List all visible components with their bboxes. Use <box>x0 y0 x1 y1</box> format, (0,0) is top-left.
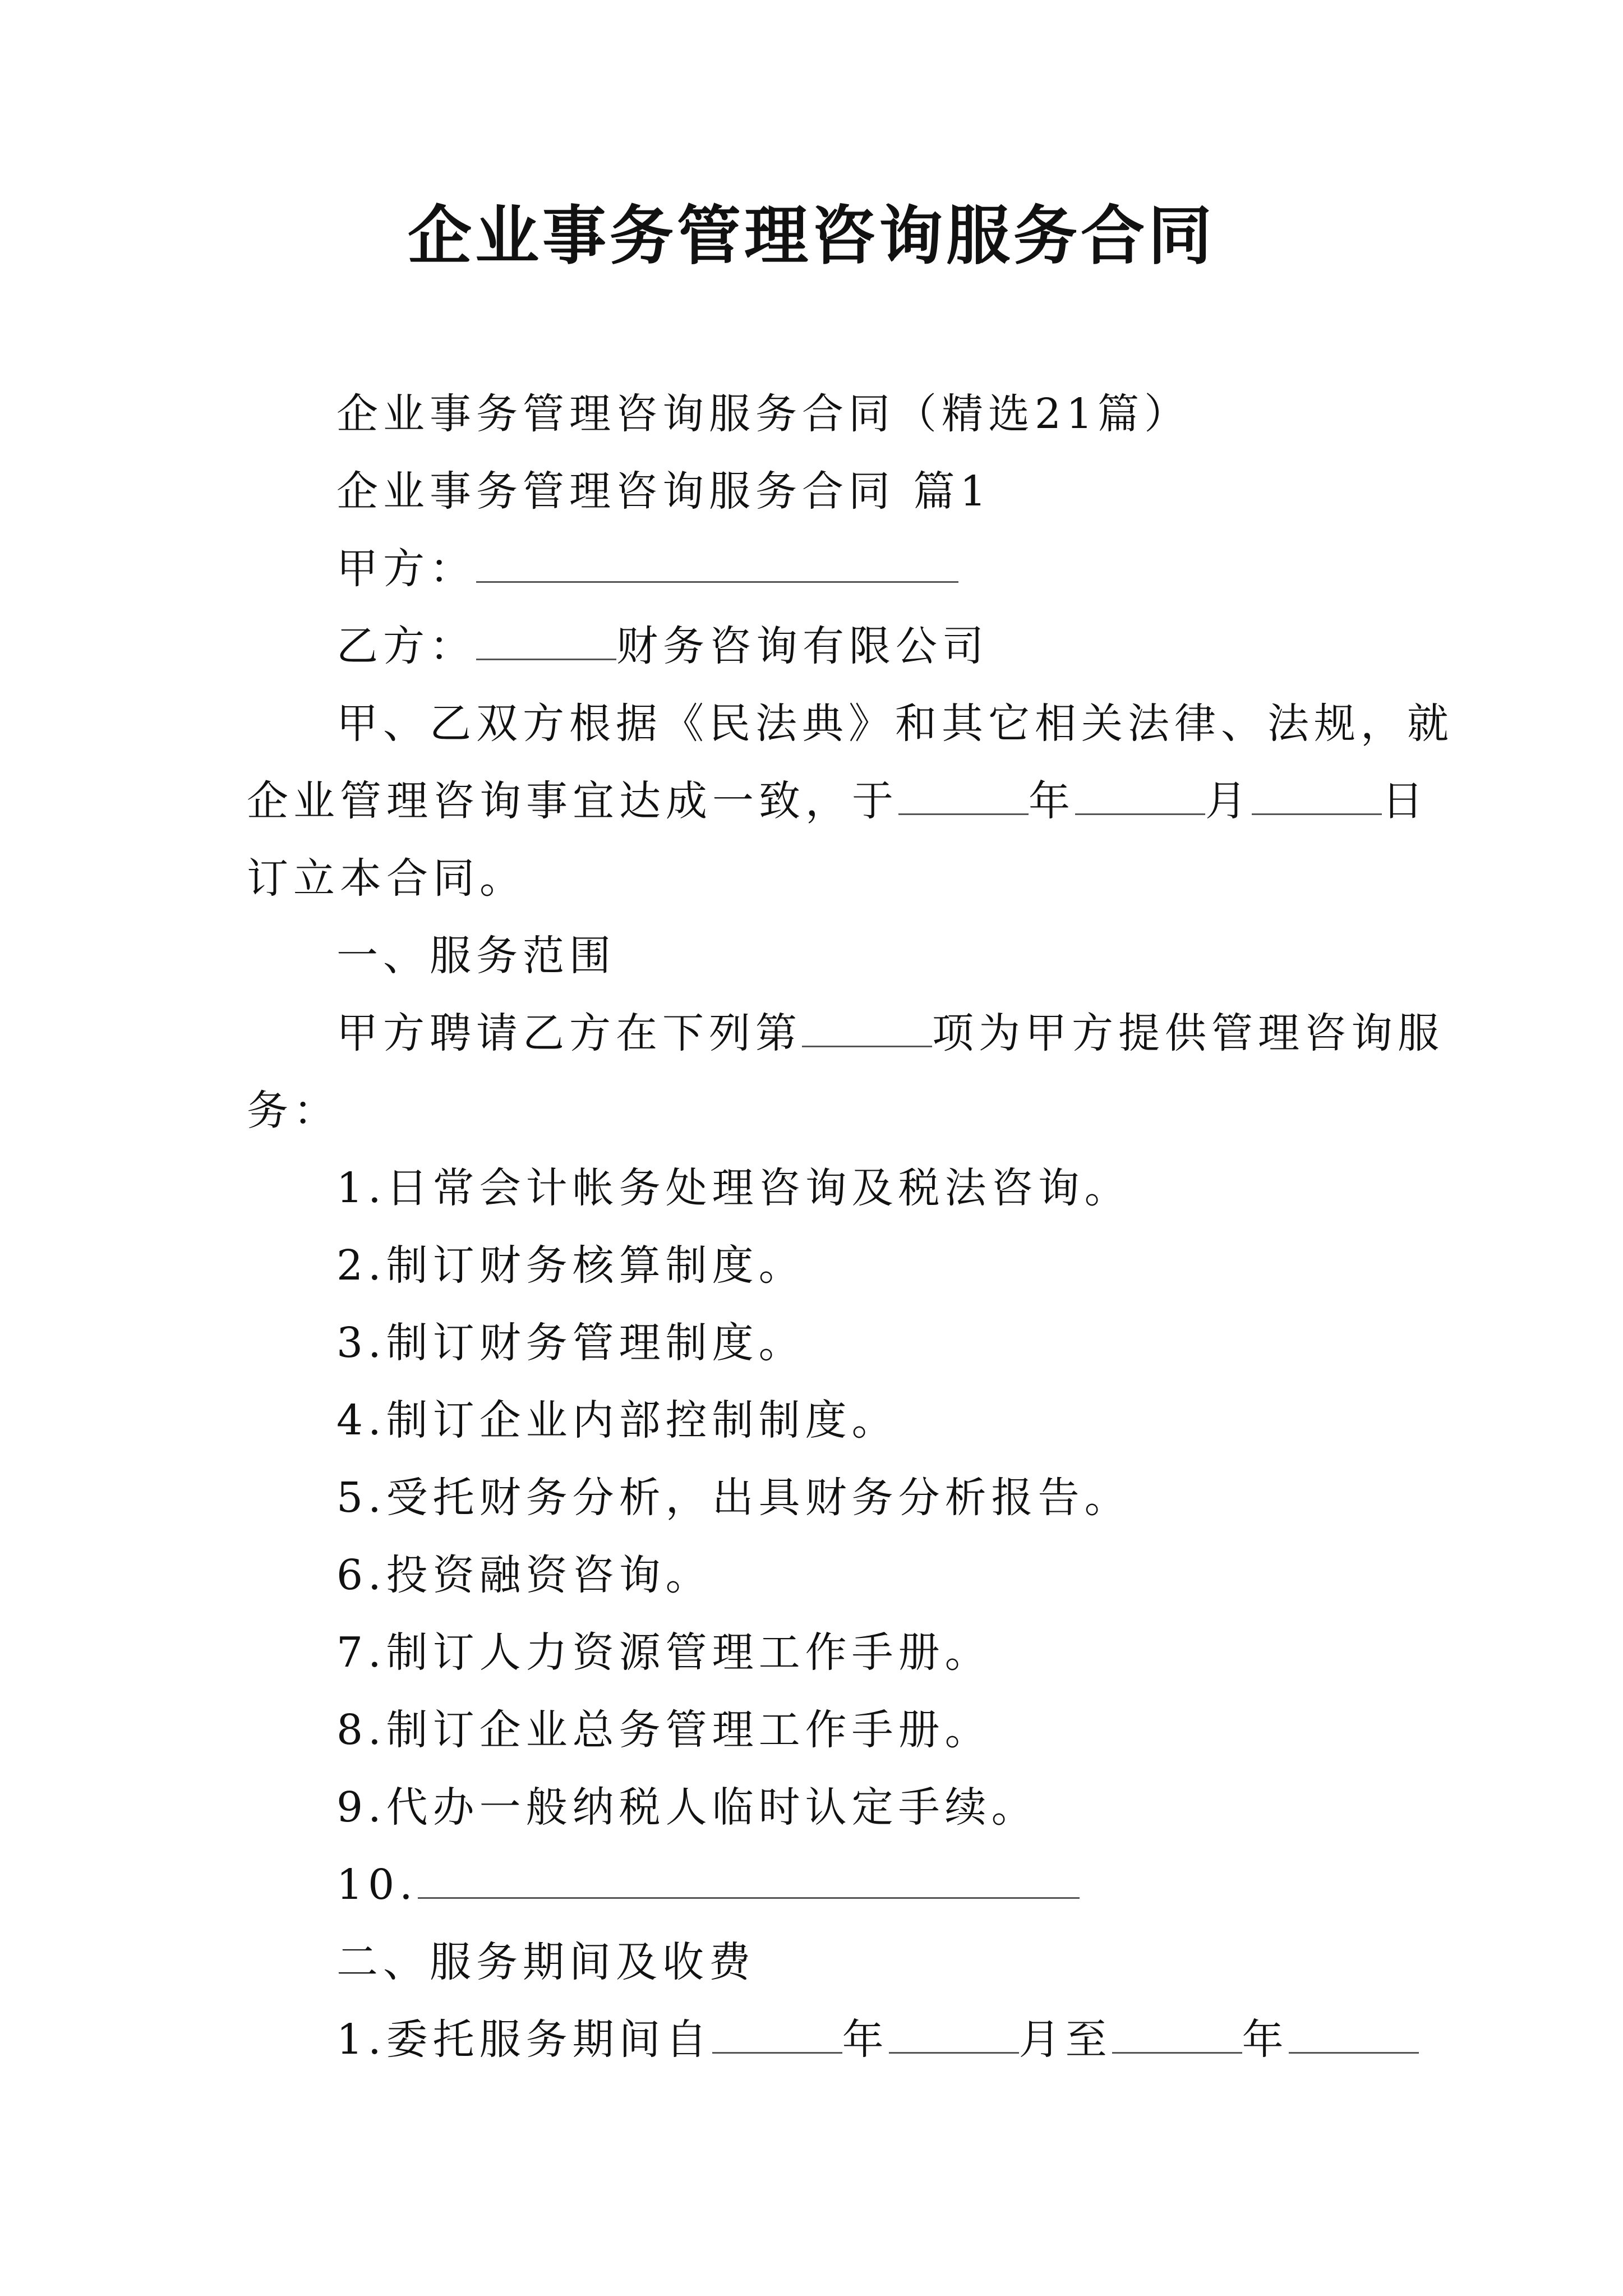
list-item: 7.制订人力资源管理工作手册。 <box>336 1628 992 1677</box>
item-number-blank <box>802 1012 932 1047</box>
section2-line-1-prefix: 1.委托服务期间自 <box>336 2016 712 2064</box>
intro-line-2 <box>247 774 1428 828</box>
section1-intro-prefix: 甲方聘请乙方在下列第 <box>336 1009 802 1057</box>
day-label: 日 <box>1382 777 1428 825</box>
party-a-label: 甲方： <box>336 545 476 593</box>
month-to-label: 月至 <box>1018 2016 1112 2064</box>
intro-line-2-text: 企业管理咨询事宜达成一致，于 <box>247 777 898 825</box>
list-item: 2.制订财务核算制度。 <box>336 1241 805 1290</box>
party-b-label: 乙方： <box>336 622 476 670</box>
end-month-blank <box>1289 2018 1419 2054</box>
month-label: 月 <box>1205 777 1252 825</box>
start-year-blank <box>712 2018 842 2054</box>
document-subtitle: 企业事务管理咨询服务合同（精选21篇） <box>336 390 1191 438</box>
year-blank <box>898 780 1029 815</box>
month-blank <box>1075 780 1205 815</box>
list-item: 1.日常会计帐务处理咨询及税法咨询。 <box>336 1164 1131 1212</box>
list-item: 9.代办一般纳税人临时认定手续。 <box>336 1783 1038 1832</box>
start-month-blank <box>889 2018 1019 2054</box>
section1-intro-suffix: 项为甲方提供管理咨询服 <box>932 1009 1444 1057</box>
section1-intro-end: 务： <box>247 1087 340 1135</box>
list-item: 8.制订企业总务管理工作手册。 <box>336 1706 992 1754</box>
party-b-name: 财务咨询有限公司 <box>616 622 989 670</box>
end-year-label: 年 <box>1242 2016 1289 2064</box>
intro-line-1: 甲、乙双方根据《民法典》和其它相关法律、法规，就 <box>336 700 1454 748</box>
section2-line-1 <box>336 2013 1419 2067</box>
item-10-blank <box>418 1864 1080 1899</box>
section2-heading: 二、服务期间及收费 <box>336 1938 755 1986</box>
intro-line-3: 订立本合同。 <box>247 854 526 903</box>
day-blank <box>1252 780 1382 815</box>
list-item: 5.受托财务分析，出具财务分析报告。 <box>336 1474 1131 1522</box>
item-10-number: 10. <box>336 1861 418 1909</box>
party-b-line <box>336 619 989 673</box>
list-item: 4.制订企业内部控制制度。 <box>336 1396 898 1444</box>
party-b-blank <box>476 625 616 660</box>
section-heading: 企业事务管理咨询服务合同 篇1 <box>336 467 992 516</box>
list-item: 6.投资融资咨询。 <box>336 1551 712 1599</box>
end-year-blank <box>1112 2018 1242 2054</box>
list-item-10 <box>336 1858 1080 1912</box>
section1-intro-line <box>336 1006 1444 1060</box>
party-a-blank <box>476 547 958 583</box>
section1-heading: 一、服务范围 <box>336 932 616 980</box>
list-item: 3.制订财务管理制度。 <box>336 1319 805 1367</box>
party-a-line <box>336 542 958 596</box>
start-year-label: 年 <box>842 2016 889 2064</box>
document-title: 企业事务管理咨询服务合同 <box>407 198 1215 273</box>
year-label: 年 <box>1029 777 1075 825</box>
